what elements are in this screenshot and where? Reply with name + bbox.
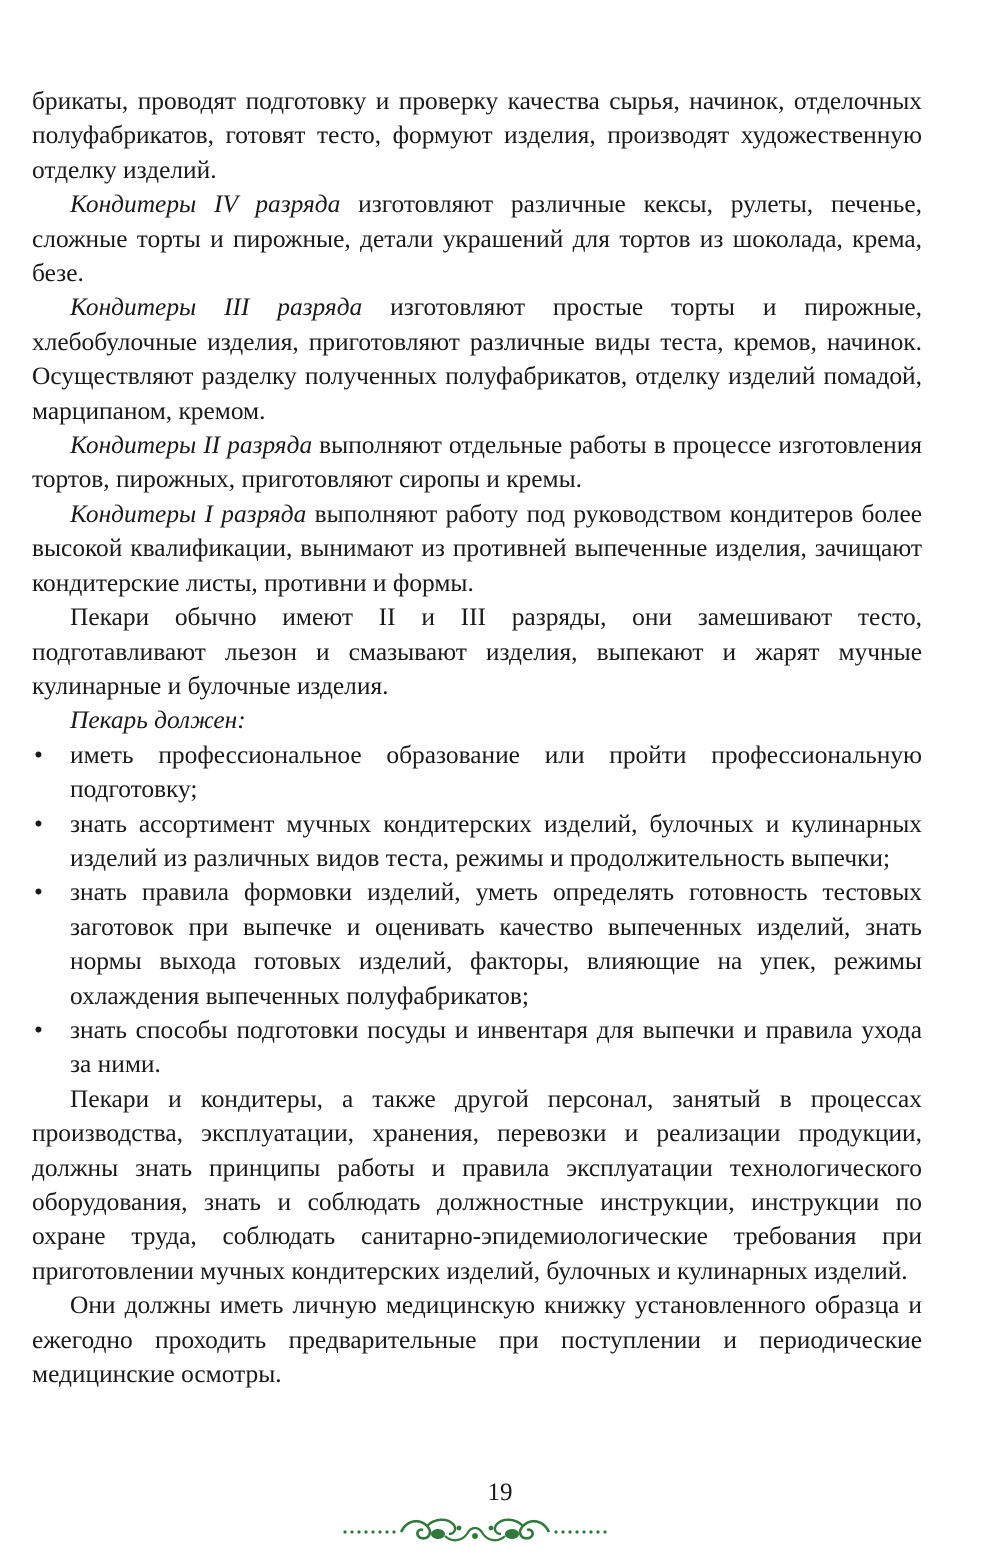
term-grade-4: Кондитеры IV разряда <box>70 190 341 219</box>
term-grade-3: Кондитеры III разряда <box>70 293 363 322</box>
paragraph-grade-2 <box>32 428 922 497</box>
list-item-text: иметь профессиональное образование или пройти профессиональную подготовку; <box>70 740 922 804</box>
paragraph-grade-3 <box>32 290 922 428</box>
paragraph-intro-continuation: брикаты, проводят подготовку и проверку качества сырья, начинок, отделочных полуфабрикатов, готовят тесто, формуют изделия, производят художественную отделку изделий. <box>32 87 922 184</box>
page-number: 19 <box>487 1479 513 1506</box>
text-grade-4: изготовляют различные кексы, рулеты, печенье, сложные торты и пирожные, детали украшений для тортов из шоколада, крема, безе. <box>32 190 922 288</box>
list-item-text: знать способы подготовки посуды и инвентаря для выпечки и правила ухода за ними. <box>70 1015 922 1079</box>
list-item-text: знать правила формовки изделий, уметь определять готовность тестовых заготовок при выпечке и оценивать качество выпеченных изделий, знать нормы выхода готовых изделий, факторы, влияющие на упек, режимы охлаждения выпеченных полуфабрикатов; <box>70 878 922 1010</box>
list-item <box>32 1013 922 1082</box>
term-grade-2: Кондитеры II разряда <box>70 431 313 460</box>
paragraph-medical: Они должны иметь личную медицинскую книжку установленного образца и ежегодно проходить предварительные при поступлении и периодические медицинские осмотры. <box>32 1291 922 1389</box>
paragraph-grade-4 <box>32 187 922 290</box>
paragraph-bakers: Пекари обычно имеют II и III разряды, они замешивают тесто, подготавливают льезон и смазывают изделия, выпекают и жарят мучные кулинарные и булочные изделия. <box>32 603 922 700</box>
bullet-icon: • <box>34 809 43 838</box>
list-item <box>32 875 922 1013</box>
requirements-list <box>32 738 922 1082</box>
list-item <box>32 738 922 807</box>
bullet-icon: • <box>34 878 43 907</box>
bullet-icon: • <box>34 1015 43 1044</box>
text-grade-3: изготовляют простые торты и пирожные, хлебобулочные изделия, приготовляют различные виды теста, кремов, начинок. Осуществляют разделку полученных полуфабрикатов, отделку изделий помадой, марципаном, кремом. <box>32 293 922 425</box>
paragraph-personnel: Пекари и кондитеры, а также другой персонал, занятый в процессах производства, эксплуатации, хранения, перевозки и реализации продукции, должны знать принципы работы и правила эксплуатации технологического оборудования, знать и соблюдать должностные инструкции, инструкции по охране труда, соблюдать санитарно-эпидемиологические требования при приготовлении мучных кондитерских изделий, булочных и кулинарных изделий. <box>32 1084 922 1285</box>
term-grade-1: Кондитеры I разряда <box>70 499 307 528</box>
list-item <box>32 807 922 876</box>
text-grade-2: выполняют отдельные работы в процессе изготовления тортов, пирожных, приготовляют сиропы и кремы. <box>32 431 922 494</box>
list-item-text: знать ассортимент мучных кондитерских изделий, булочных и кулинарных изделий из различных видов теста, режимы и продолжительность выпечки; <box>70 809 922 872</box>
text-grade-1: выполняют работу под руководством кондитеров более высокой квалификации, вынимают из противней выпеченные изделия, зачищают кондитерские листы, противни и формы. <box>32 499 922 597</box>
floral-ornament-icon <box>335 1512 615 1546</box>
list-heading: Пекарь должен: <box>70 706 246 735</box>
bullet-icon: • <box>34 740 43 769</box>
paragraph-grade-1 <box>32 497 922 600</box>
page-body <box>32 84 922 1391</box>
